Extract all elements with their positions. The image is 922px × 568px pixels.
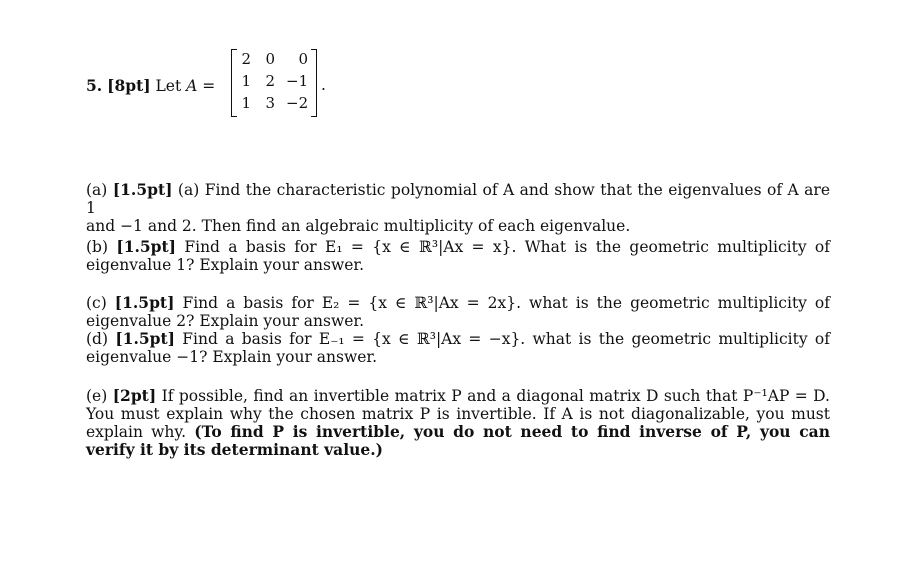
matrix-cell: 2 [265, 72, 275, 90]
part-b-points: [1.5pt] [116, 237, 177, 256]
matrix-row [239, 72, 313, 92]
matrix-variable: A [186, 77, 198, 95]
matrix-cell: 1 [241, 94, 251, 112]
problem-number: 5. [86, 76, 103, 95]
part-a-points: [1.5pt] [112, 180, 173, 199]
part-b-text1: Find a basis for E₁ = {x ∈ ℝ³|Ax = x}. What is the geometric multiplicity of [184, 238, 830, 256]
matrix-cell: −1 [286, 72, 309, 90]
part-e-points: [2pt] [112, 386, 157, 405]
matrix-cell: 0 [265, 50, 275, 68]
part-e-text2: You must explain why the chosen matrix P is invertible. If A is not diagonalizable, you must [86, 405, 830, 423]
matrix-cell: 3 [265, 94, 275, 112]
part-c-line1 [86, 294, 830, 312]
part-a [86, 181, 830, 235]
sentence-period: . [321, 76, 326, 94]
part-c-label: (c) [86, 294, 107, 312]
problem-points: [8pt] [107, 76, 151, 95]
equals-sign: = [197, 77, 216, 95]
part-d-text2: eigenvalue −1? Explain your answer. [86, 348, 378, 366]
part-b-text2: eigenvalue 1? Explain your answer. [86, 256, 365, 274]
part-e-bold3: (To find P is invertible, you do not need to find inverse of P, you can [194, 422, 830, 441]
matrix-a [231, 49, 317, 117]
part-a-label: (a) [86, 181, 108, 199]
matrix-cell: 2 [241, 50, 251, 68]
part-d [86, 330, 830, 366]
part-c-text1: Find a basis for E₂ = {x ∈ ℝ³|Ax = 2x}. what is the geometric multiplicity of [182, 294, 830, 312]
part-e [86, 387, 830, 459]
right-bracket [311, 49, 317, 117]
part-e-text3: explain why. [86, 423, 187, 441]
matrix-cell: 0 [298, 50, 308, 68]
part-d-label: (d) [86, 330, 109, 348]
part-b-line1 [86, 238, 830, 256]
part-c-text2: eigenvalue 2? Explain your answer. [86, 312, 365, 330]
part-e-line1 [86, 387, 830, 405]
part-a-text2: and −1 and 2. Then find an algebraic multiplicity of each eigenvalue. [86, 217, 631, 235]
matrix-row [239, 94, 313, 114]
part-b-label: (b) [86, 238, 109, 256]
matrix-row [239, 50, 313, 70]
matrix-cell: −2 [286, 94, 309, 112]
part-a-line1 [86, 181, 830, 217]
part-c-points: [1.5pt] [114, 293, 175, 312]
part-b [86, 238, 830, 274]
part-c [86, 294, 830, 330]
problem-header [86, 76, 215, 95]
part-d-line1 [86, 330, 830, 348]
part-e-label: (e) [86, 387, 108, 405]
part-d-points: [1.5pt] [115, 329, 175, 348]
part-e-bold4: verify it by its determinant value.) [86, 440, 383, 459]
problem-intro: Let [155, 77, 182, 95]
part-e-line3 [86, 423, 830, 441]
matrix-cell: 1 [241, 72, 251, 90]
part-a-text1: (a) Find the characteristic polynomial of A and show that the eigenvalues of A are 1 [86, 181, 830, 217]
part-d-text1: Find a basis for E₋₁ = {x ∈ ℝ³|Ax = −x}. what is the geometric multiplicity of [182, 330, 830, 348]
part-e-text1: If possible, find an invertible matrix P and a diagonal matrix D such that P⁻¹AP = D. [161, 387, 830, 405]
